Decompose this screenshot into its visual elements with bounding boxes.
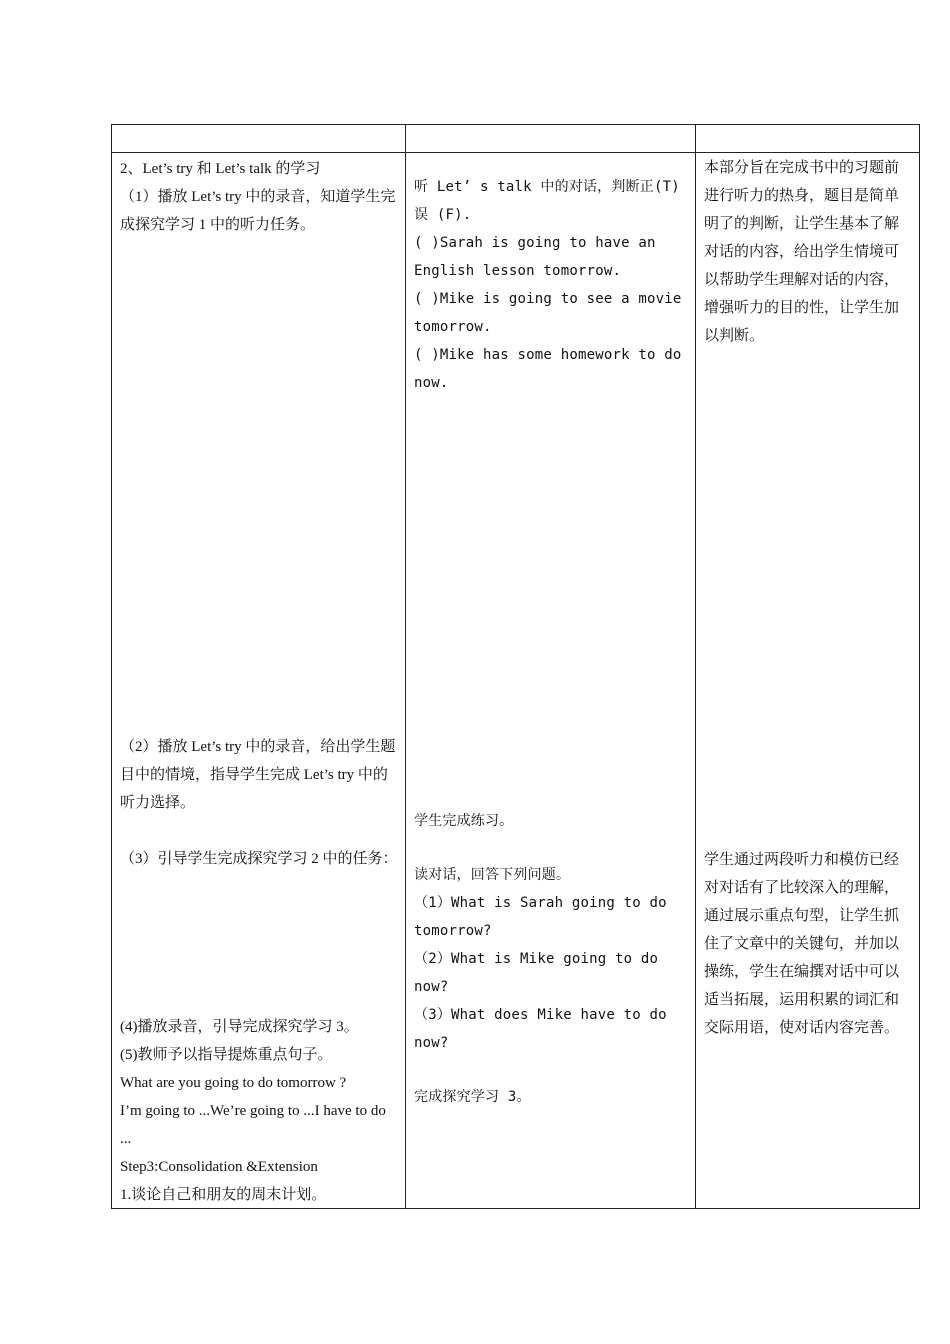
design-note-1-block <box>704 153 913 349</box>
complete-exercise-text: 学生完成练习。 <box>414 813 514 829</box>
header-cell-2 <box>406 125 696 153</box>
key-sentence-1: What are you going to do tomorrow ? <box>120 1075 347 1091</box>
design-note-1: 本部分旨在完成书中的习题前进行听力的热身，题目是简单明了的判断，让学生基本了解对话的内容，给出学生情境可以帮助学生理解对话的内容，增强听力的目的性，让学生加以判断。 <box>704 158 900 344</box>
step-4-5-block <box>120 1013 399 1209</box>
design-note-2: 学生通过两段听力和模仿已经对对话有了比较深入的理解，通过展示重点句型，让学生抓住了文章中的关键句，并加以操练，学生在编撰对话中可以适当拓展，运用积累的词汇和交际用语，使对话内容完善。 <box>704 850 900 1036</box>
design-intent-cell <box>696 153 920 1209</box>
header-cell-3 <box>696 125 920 153</box>
step-3-text: （3）引导学生完成探究学习 2 中的任务： <box>120 851 398 867</box>
lesson-plan-table <box>111 124 920 1209</box>
true-false-item-1: ( )Sarah is going to have an English lesson tomorrow. <box>414 235 656 279</box>
step-2-block <box>120 733 399 817</box>
step-5-text: (5)教师予以指导提炼重点句子。 <box>120 1047 333 1063</box>
table-row <box>112 153 920 1209</box>
design-note-2-block <box>704 845 913 1041</box>
step-3-title: Step3:Consolidation &Extension <box>120 1159 318 1175</box>
step-1-text: （1）播放 Let’s try 中的录音，知道学生完成探究学习 1 中的听力任务。 <box>120 189 396 233</box>
question-1: （1）What is Sarah going to do tomorrow? <box>414 895 667 939</box>
questions-block <box>414 861 689 1057</box>
complete-exercise-block <box>414 807 689 835</box>
finish-block <box>414 1083 689 1111</box>
step-2-text: （2）播放 Let’s try 中的录音，给出学生题目中的情境，指导学生完成 Let’s try 中的听力选择。 <box>120 739 396 811</box>
teacher-activity-cell <box>112 153 406 1209</box>
question-2: （2）What is Mike going to do now? <box>414 951 659 995</box>
finish-text: 完成探究学习 3。 <box>414 1089 531 1105</box>
student-activity-cell <box>406 153 696 1209</box>
key-sentence-2: I’m going to ...We’re going to ...I have to do ... <box>120 1103 386 1147</box>
section-heading: 2、Let’s try 和 Let’s talk 的学习 <box>120 161 321 177</box>
header-cell-1 <box>112 125 406 153</box>
listening-intro: 听 Let’ s talk 中的对话，判断正(T)误 (F). <box>414 179 680 223</box>
table-header-row <box>112 125 920 153</box>
section-heading-block <box>120 155 399 239</box>
question-3: （3）What does Mike have to do now? <box>414 1007 667 1051</box>
step-4-text: (4)播放录音，引导完成探究学习 3。 <box>120 1019 359 1035</box>
true-false-item-2: ( )Mike is going to see a movie tomorrow. <box>414 291 682 335</box>
step-3-block <box>120 845 399 873</box>
read-dialogue-text: 读对话，回答下列问题。 <box>414 867 571 883</box>
true-false-block <box>414 173 689 397</box>
task-1-text: 1.谈论自己和朋友的周末计划。 <box>120 1187 327 1203</box>
true-false-item-3: ( )Mike has some homework to do now. <box>414 347 682 391</box>
